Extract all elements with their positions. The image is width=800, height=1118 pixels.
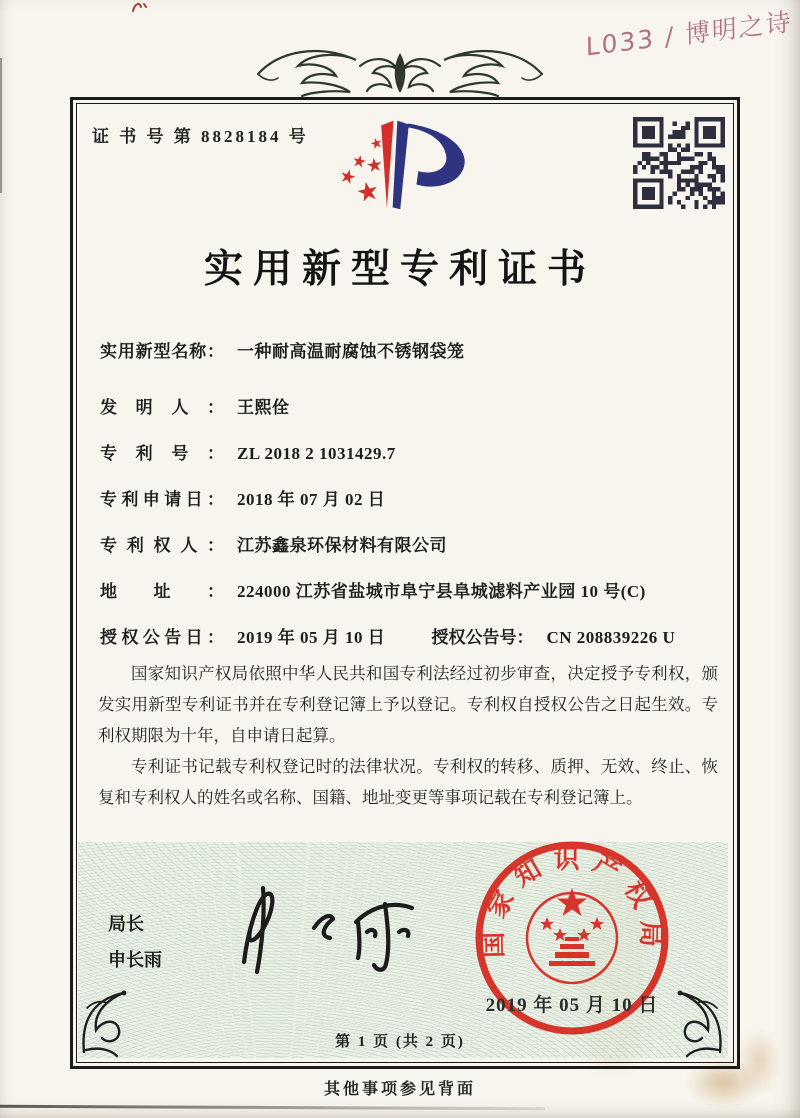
page-number: 第 1 页 (共 2 页) [335, 1034, 465, 1050]
field-row [100, 440, 718, 467]
certificate-title: 实用新型专利证书 [203, 248, 596, 291]
field-label: 地址： [100, 582, 224, 601]
field-value: 2019 年 05 月 10 日 [237, 628, 386, 647]
seal-ring-text: 国家知识产权局 [478, 844, 666, 959]
field-value: 江苏鑫泉环保材料有限公司 [237, 536, 447, 555]
field-row [100, 486, 718, 513]
field-row [100, 532, 718, 559]
national-emblem-icon [527, 888, 617, 983]
field-row [100, 394, 718, 421]
field-value: 224000 江苏省盐城市阜宁县阜城滤料产业园 10 号(C) [237, 582, 646, 601]
legal-text [98, 658, 718, 813]
director-signature [214, 882, 434, 984]
logo-blue-p [407, 123, 465, 186]
field-row [100, 578, 718, 605]
director-name: 申长雨 [108, 950, 162, 970]
director-title: 局长 [108, 914, 144, 934]
logo-red-wedge [381, 121, 393, 209]
field-label: 实用新型名称： [100, 342, 224, 361]
field-list [100, 338, 718, 670]
field-row [100, 624, 718, 651]
red-pen-mark [130, 0, 150, 19]
back-note: 其他事项参见背面 [323, 1081, 476, 1098]
qr-code [633, 117, 725, 209]
handwritten-annotation: L033 / 博明之诗 [585, 6, 793, 62]
field-label: 授权公告日： [100, 628, 224, 647]
field-label: 授权公告号： [431, 628, 534, 647]
dragon-scroll-ornament [250, 40, 550, 100]
photo-edge-line [0, 58, 2, 193]
photo-bottom-streak [0, 1105, 545, 1110]
field-label: 发明人： [100, 398, 224, 417]
legal-paragraph: 国家知识产权局依照中华人民共和国专利法经过初步审查，决定授予专利权，颁发实用新型专利证书并在专利登记簿上予以登记。专利权自授权公告之日起生效。专利权期限为十年，自申请日起算。 [98, 664, 718, 745]
patent-office-logo [324, 110, 486, 238]
field-value: 王熙佺 [237, 398, 290, 417]
certificate-number: 证 书 号 第 8828184 号 [92, 127, 309, 146]
field-value: 2018 年 07 月 02 日 [237, 490, 386, 509]
seal-date: 2019 年 05 月 10 日 [485, 995, 659, 1016]
field-value: 一种耐高温耐腐蚀不锈钢袋笼 [237, 342, 465, 361]
field-row [100, 338, 718, 365]
field-label: 专利号： [100, 444, 224, 463]
field-label: 专利权人： [100, 536, 224, 555]
field-value: CN 208839226 U [546, 628, 676, 647]
field-label: 专利申请日： [100, 490, 224, 509]
official-seal [456, 838, 688, 1050]
field-value: ZL 2018 2 1031429.7 [237, 444, 396, 463]
legal-paragraph: 专利证书记载专利权登记时的法律状况。专利权的转移、质押、无效、终止、恢复和专利权人的姓名或名称、国籍、地址变更等事项记载在专利登记簿上。 [98, 757, 718, 807]
